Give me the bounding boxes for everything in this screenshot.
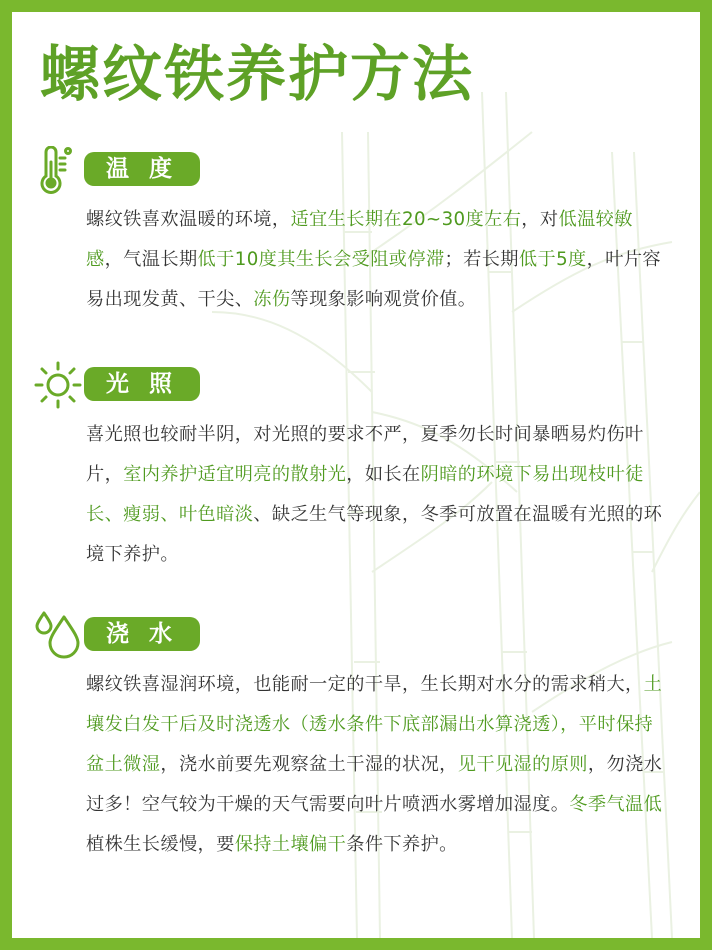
body-text: ，对 <box>521 209 559 230</box>
body-text: ，如长在 <box>346 464 421 485</box>
highlight-text: 保持土壤偏干 <box>234 834 347 855</box>
water-drops-icon <box>32 607 84 659</box>
body-text: 喜光照也较耐半阴，对光照的要求不严，夏季勿长时间暴晒易灼伤叶片， <box>86 424 644 485</box>
section-label: 温 度 <box>84 152 200 186</box>
section-paragraph <box>86 415 664 575</box>
highlight-text: 阴暗的环境下易出现枝叶徒长、瘦弱、叶色暗淡 <box>86 464 644 525</box>
sun-icon <box>32 359 84 411</box>
thermometer-icon <box>32 146 84 198</box>
highlight-text: 低于5度 <box>518 249 587 270</box>
highlight-text: 土壤发白发干后及时浇透水（透水条件下底部漏出水算浇透），平时保持盆土微湿 <box>86 674 663 775</box>
content-card <box>12 12 700 938</box>
body-text: 螺纹铁喜欢温暖的环境， <box>86 209 291 230</box>
highlight-text: 室内养护适宜明亮的散射光 <box>123 464 347 485</box>
body-text: 植株生长缓慢，要 <box>86 834 235 855</box>
body-text: ，勿浇水过多！空气较为干燥的天气需要向叶片喷洒水雾增加湿度。 <box>86 754 663 815</box>
highlight-text: 低温较敏感 <box>86 209 633 270</box>
body-text: ，浇水前要先观察盆土干湿的状况， <box>160 754 458 775</box>
section-label: 浇 水 <box>84 617 200 651</box>
page-title: 螺纹铁养护方法 <box>40 40 474 110</box>
body-text: ，气温长期 <box>104 249 198 270</box>
body-text: 等现象影响观赏价值。 <box>290 289 477 310</box>
body-text: 、缺乏生气等现象，冬季可放置在温暖有光照的环境下养护。 <box>86 504 663 565</box>
body-text: ；若长期 <box>444 249 519 270</box>
highlight-text: 冬季气温低 <box>569 794 663 815</box>
section-label: 光 照 <box>84 367 200 401</box>
body-text: ，叶片容易出现发黄、干尖、 <box>86 249 661 310</box>
highlight-text: 低于10度其生长会受阻或停滞 <box>197 249 445 270</box>
body-text: 条件下养护。 <box>346 834 458 855</box>
highlight-text: 见干见湿的原则 <box>457 754 588 775</box>
body-text: 螺纹铁喜湿润环境，也能耐一定的干旱，生长期对水分的需求稍大， <box>86 674 644 695</box>
section-paragraph <box>86 200 664 320</box>
highlight-text: 冻伤 <box>253 289 291 310</box>
highlight-text: 适宜生长期在20~30度左右 <box>290 209 522 230</box>
section-paragraph <box>86 665 664 865</box>
